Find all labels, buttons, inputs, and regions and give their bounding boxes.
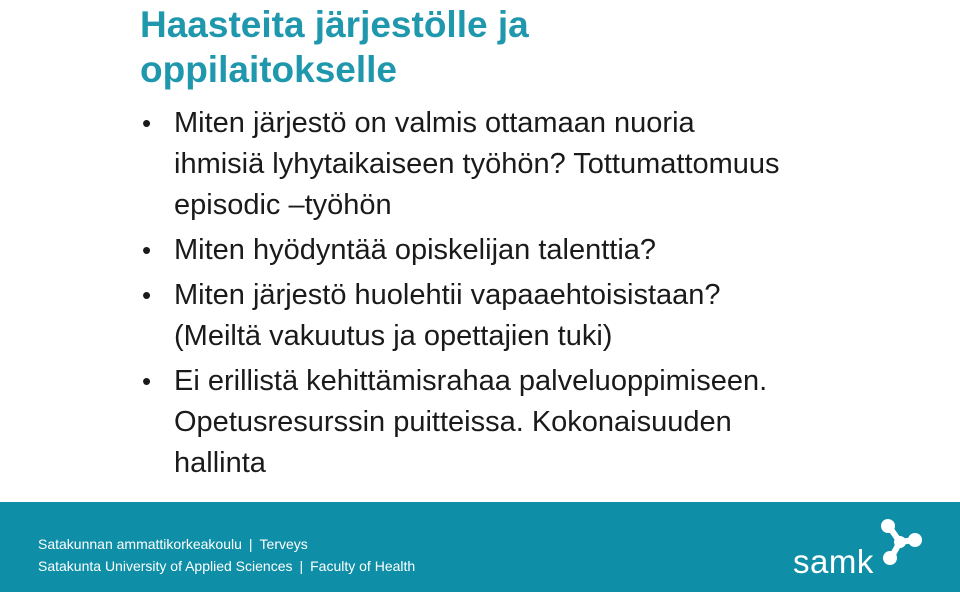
bullet-line: • Miten järjestö huolehtii vapaaehtoisistaan? <box>174 279 721 311</box>
bullet-item <box>140 230 940 271</box>
slide-title <box>140 2 940 92</box>
bullet-item <box>140 275 940 357</box>
bullet-line: • Miten järjestö on valmis ottamaan nuoria <box>174 107 695 139</box>
bullet-line: (Meiltä vakuutus ja opettajien tuki) <box>174 320 613 352</box>
bullet-line: Opetusresurssin puitteissa. Kokonaisuuden <box>174 406 732 438</box>
bullet-line: hallinta <box>174 447 266 479</box>
bullet-line: ihmisiä lyhytaikaiseen työhön? Tottumattomuus <box>174 148 780 180</box>
footer-line-english <box>38 557 415 575</box>
footer-line-finnish <box>38 535 308 553</box>
footer-separator: | <box>299 558 304 574</box>
footer-bar <box>0 502 960 592</box>
footer-faculty-en: Faculty of Health <box>310 558 416 574</box>
samk-dots-logo-icon <box>868 516 928 576</box>
slide-title-line: oppilaitokselle <box>140 49 398 90</box>
footer-institution-en: Satakunta University of Applied Sciences <box>38 558 293 574</box>
bullet-list <box>140 103 940 488</box>
bullet-item <box>140 361 940 484</box>
bullet-line: episodic –työhön <box>174 189 392 221</box>
slide-title-line: Haasteita järjestölle ja <box>140 4 529 45</box>
bullet-item <box>140 103 940 226</box>
samk-logo-text: samk <box>793 543 874 580</box>
bullet-line: • Ei erillistä kehittämisrahaa palveluoppimiseen. <box>174 365 768 397</box>
footer-institution-fi: Satakunnan ammattikorkeakoulu <box>38 536 242 552</box>
bullet-line: • Miten hyödyntää opiskelijan talenttia? <box>174 234 657 266</box>
footer-separator: | <box>248 536 253 552</box>
footer-faculty-fi: Terveys <box>259 536 308 552</box>
